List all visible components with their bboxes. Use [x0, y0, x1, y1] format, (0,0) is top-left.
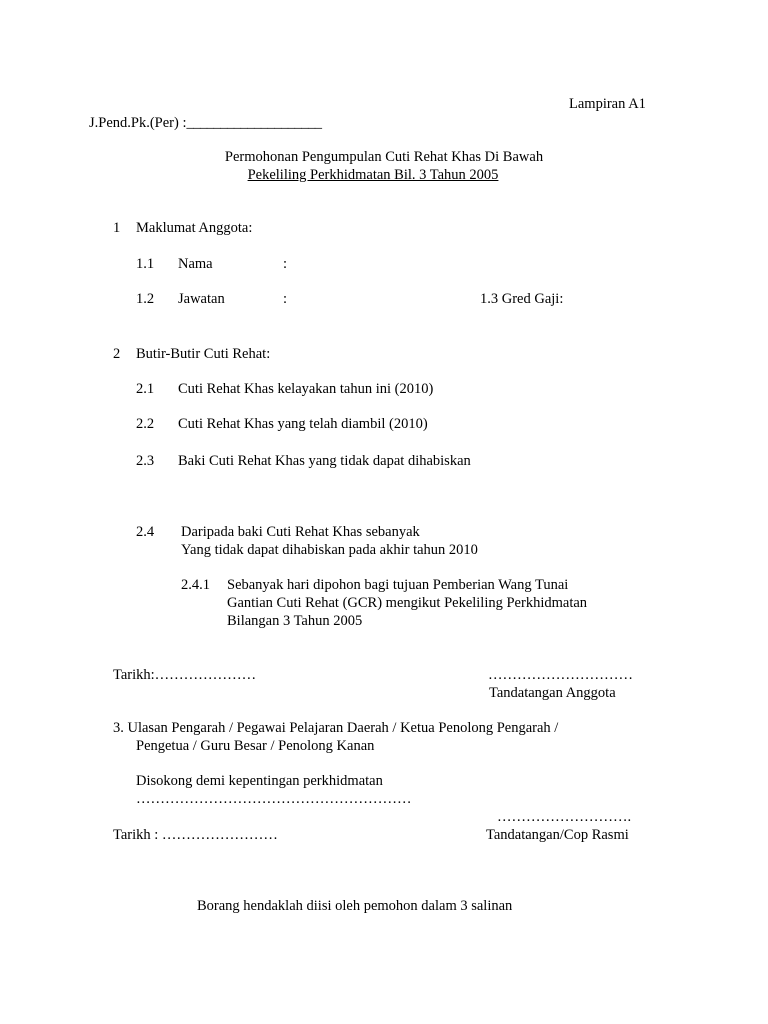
- item-2-4-1-number: 2.4.1: [181, 577, 210, 593]
- member-signature-dots: …………………………: [488, 667, 633, 683]
- tarikh-member: Tarikh:…………………: [113, 667, 257, 683]
- item-2-2-number: 2.2: [136, 416, 155, 432]
- section2-heading: Butir-Butir Cuti Rehat:: [136, 346, 271, 362]
- reference-label: [89, 114, 321, 132]
- item-2-1-number: 2.1: [136, 381, 155, 397]
- item-2-1-text: Cuti Rehat Khas kelayakan tahun ini (2010): [178, 381, 434, 397]
- item-1-3-gred-gaji: 1.3 Gred Gaji:: [480, 291, 564, 307]
- item-1-1-number: 1.1: [136, 256, 155, 272]
- section3-line2: Pengetua / Guru Besar / Penolong Kanan: [136, 738, 375, 754]
- section3-line1: 3. Ulasan Pengarah / Pegawai Pelajaran Daerah / Ketua Penolong Pengarah /: [113, 720, 559, 736]
- official-signature-dots: ……………………….: [497, 809, 632, 825]
- item-2-4-1-line1: Sebanyak hari dipohon bagi tujuan Pemberian Wang Tunai: [227, 577, 569, 593]
- footer-note: Borang hendaklah diisi oleh pemohon dalam 3 salinan: [197, 898, 513, 914]
- section1-number: 1: [113, 220, 121, 236]
- support-dots: …………………………………………………: [136, 791, 412, 807]
- form-title-line1: Permohonan Pengumpulan Cuti Rehat Khas Di Bawah: [224, 149, 544, 165]
- form-title-line2: Pekeliling Perkhidmatan Bil. 3 Tahun 2005: [247, 167, 499, 183]
- support-text: Disokong demi kepentingan perkhidmatan: [136, 773, 383, 789]
- reference-text: J.Pend.Pk.(Per) :: [89, 115, 187, 131]
- item-1-2-label: Jawatan: [178, 291, 225, 307]
- item-2-4-number: 2.4: [136, 524, 155, 540]
- item-2-2-text: Cuti Rehat Khas yang telah diambil (2010): [178, 416, 428, 432]
- section1-heading: Maklumat Anggota:: [136, 220, 253, 236]
- member-signature-label: Tandatangan Anggota: [489, 685, 616, 701]
- item-2-4-text: Daripada baki Cuti Rehat Khas sebanyak: [181, 524, 420, 540]
- item-2-4-1-line2: Gantian Cuti Rehat (GCR) mengikut Pekeliling Perkhidmatan: [227, 595, 588, 611]
- reference-blank-line: ____________________: [186, 115, 322, 131]
- official-signature-label: Tandatangan/Cop Rasmi: [486, 827, 629, 843]
- lampiran-label: Lampiran A1: [569, 96, 646, 112]
- item-1-1-label: Nama: [178, 256, 213, 272]
- item-1-2-colon: :: [283, 291, 288, 307]
- item-1-1-colon: :: [283, 256, 288, 272]
- item-2-3-text: Baki Cuti Rehat Khas yang tidak dapat dihabiskan: [178, 453, 471, 469]
- section2-number: 2: [113, 346, 121, 362]
- item-1-2-number: 1.2: [136, 291, 155, 307]
- tarikh-official: Tarikh : ……………………: [113, 827, 278, 843]
- item-2-4-1-line3: Bilangan 3 Tahun 2005: [227, 613, 363, 629]
- item-2-4-text-line2: Yang tidak dapat dihabiskan pada akhir tahun 2010: [181, 542, 478, 558]
- item-2-3-number: 2.3: [136, 453, 155, 469]
